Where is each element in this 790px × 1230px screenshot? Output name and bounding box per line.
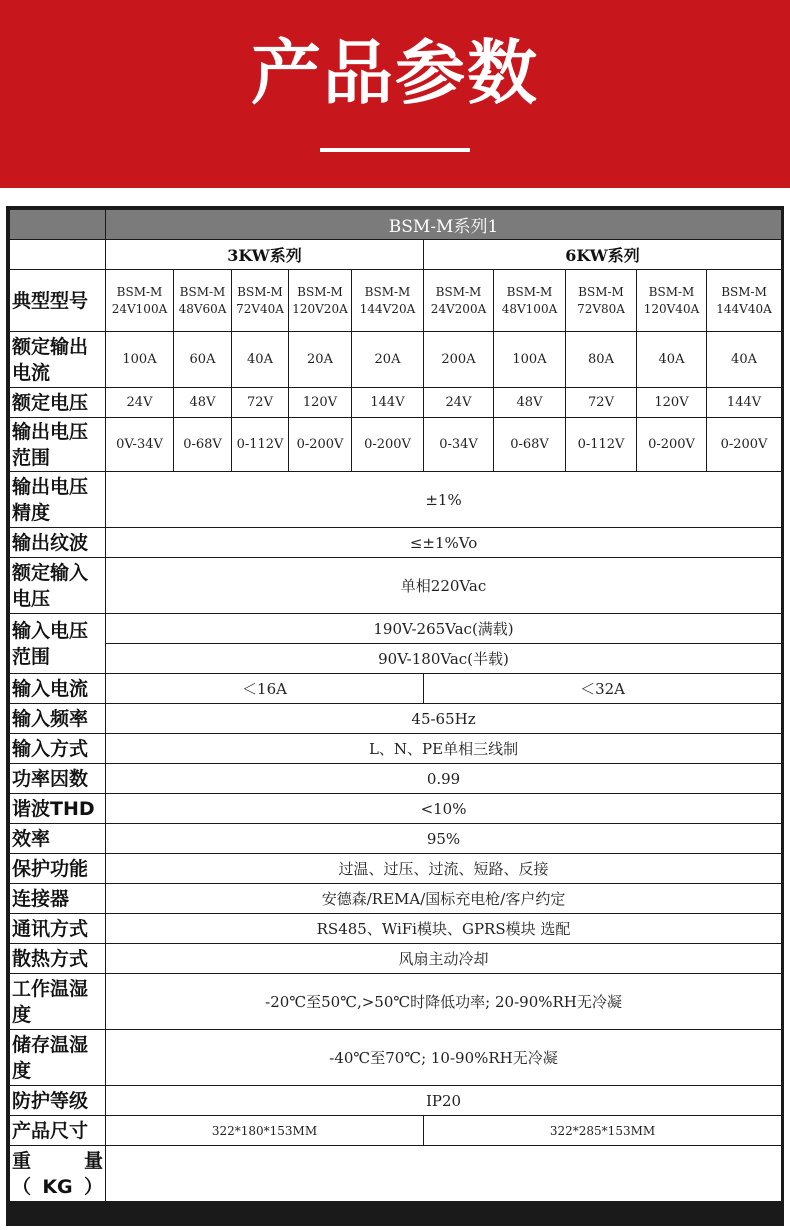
rated-voltage-cell: 24V — [424, 388, 494, 418]
row-label-operating-env: 工作温湿度 — [10, 974, 106, 1030]
row-label-thd: 谐波THD — [10, 794, 106, 824]
input-voltage-value: 单相220Vac — [106, 558, 782, 614]
table-row — [10, 734, 782, 764]
page-title: 产品参数 — [251, 32, 539, 114]
table-row — [10, 674, 782, 704]
rated-current-cell: 20A — [289, 332, 352, 388]
group-6kw: 6KW系列 — [424, 240, 782, 270]
table-row — [10, 210, 782, 240]
rated-voltage-cell: 24V — [106, 388, 174, 418]
input-current-3kw: ＜16A — [106, 674, 424, 704]
input-mode-value: L、N、PE单相三线制 — [106, 734, 782, 764]
table-row — [10, 1030, 782, 1086]
table-row — [10, 644, 782, 674]
row-label-input-current: 输入电流 — [10, 674, 106, 704]
rated-voltage-cell: 48V — [174, 388, 232, 418]
row-label-power-factor: 功率因数 — [10, 764, 106, 794]
table-row — [10, 704, 782, 734]
group-label-cell — [10, 240, 106, 270]
title-underline — [320, 148, 470, 152]
model-cell: BSM-M 48V100A — [494, 270, 566, 332]
output-range-cell: 0-68V — [174, 418, 232, 472]
rated-current-cell: 40A — [707, 332, 782, 388]
row-label-rated-voltage: 额定电压 — [10, 388, 106, 418]
row-label-dimensions: 产品尺寸 — [10, 1116, 106, 1146]
table-row — [10, 974, 782, 1030]
weight-label-line: 重 量 （KG） — [12, 1149, 103, 1198]
frequency-value: 45-65Hz — [106, 704, 782, 734]
output-range-cell: 0-34V — [424, 418, 494, 472]
rated-voltage-cell: 72V — [232, 388, 289, 418]
row-label-connector: 连接器 — [10, 884, 106, 914]
output-range-cell: 0-200V — [352, 418, 424, 472]
rated-current-cell: 40A — [232, 332, 289, 388]
table-row — [10, 884, 782, 914]
row-label-rated-current: 额定输出电流 — [10, 332, 106, 388]
output-range-cell: 0-112V — [232, 418, 289, 472]
table-row — [10, 854, 782, 884]
cooling-value: 风扇主动冷却 — [106, 944, 782, 974]
model-cell: BSM-M 48V60A — [174, 270, 232, 332]
model-cell: BSM-M 120V40A — [637, 270, 707, 332]
group-3kw: 3KW系列 — [106, 240, 424, 270]
output-range-cell: 0-200V — [637, 418, 707, 472]
power-factor-value: 0.99 — [106, 764, 782, 794]
rated-current-cell: 100A — [494, 332, 566, 388]
input-range-full-value: 190V-265Vac(满载) — [106, 614, 782, 644]
ip-rating-value: IP20 — [106, 1086, 782, 1116]
row-label-ripple: 输出纹波 — [10, 528, 106, 558]
model-cell: BSM-M 144V20A — [352, 270, 424, 332]
storage-env-value: -40℃至70℃; 10-90%RH无冷凝 — [106, 1030, 782, 1086]
row-label-ip-rating: 防护等级 — [10, 1086, 106, 1116]
row-label-frequency: 输入频率 — [10, 704, 106, 734]
ripple-value: ≤±1%Vo — [106, 528, 782, 558]
row-label-efficiency: 效率 — [10, 824, 106, 854]
rated-current-cell: 60A — [174, 332, 232, 388]
model-cell: BSM-M 72V80A — [566, 270, 637, 332]
table-row — [10, 1116, 782, 1146]
corner-cell — [10, 210, 106, 240]
row-label-communication: 通讯方式 — [10, 914, 106, 944]
row-label-storage-env: 储存温湿度 — [10, 1030, 106, 1086]
rated-voltage-cell: 72V — [566, 388, 637, 418]
rated-voltage-cell: 120V — [289, 388, 352, 418]
rated-voltage-cell: 144V — [707, 388, 782, 418]
table-row — [10, 944, 782, 974]
input-current-6kw: ＜32A — [424, 674, 782, 704]
efficiency-value: 95% — [106, 824, 782, 854]
protection-value: 过温、过压、过流、短路、反接 — [106, 854, 782, 884]
model-cell: BSM-M 144V40A — [707, 270, 782, 332]
row-label-input-mode: 输入方式 — [10, 734, 106, 764]
dimensions-3kw: 322*180*153MM — [106, 1116, 424, 1146]
row-label-model: 典型型号 — [10, 270, 106, 332]
row-label-weight — [10, 1146, 106, 1202]
output-range-cell: 0V-34V — [106, 418, 174, 472]
table-row — [10, 240, 782, 270]
table-row — [10, 1146, 782, 1202]
table-row — [10, 528, 782, 558]
thd-value: <10% — [106, 794, 782, 824]
accuracy-value: ±1% — [106, 472, 782, 528]
weight-value — [106, 1146, 782, 1202]
operating-env-value: -20℃至50℃,>50℃时降低功率; 20-90%RH无冷凝 — [106, 974, 782, 1030]
rated-current-cell: 40A — [637, 332, 707, 388]
spec-table — [9, 209, 782, 1202]
rated-voltage-cell: 120V — [637, 388, 707, 418]
table-row — [10, 418, 782, 472]
table-row — [10, 764, 782, 794]
input-range-half-value: 90V-180Vac(半载) — [106, 644, 782, 674]
connector-value: 安德森/REMA/国标充电枪/客户约定 — [106, 884, 782, 914]
row-label-input-voltage: 额定输入电压 — [10, 558, 106, 614]
model-cell: BSM-M 24V200A — [424, 270, 494, 332]
table-row — [10, 558, 782, 614]
rated-current-cell: 100A — [106, 332, 174, 388]
table-row — [10, 270, 782, 332]
model-cell: BSM-M 24V100A — [106, 270, 174, 332]
table-row — [10, 332, 782, 388]
table-row — [10, 1086, 782, 1116]
communication-value: RS485、WiFi模块、GPRS模块 选配 — [106, 914, 782, 944]
table-row — [10, 388, 782, 418]
row-label-protection: 保护功能 — [10, 854, 106, 884]
row-label-cooling: 散热方式 — [10, 944, 106, 974]
output-range-cell: 0-200V — [289, 418, 352, 472]
model-cell: BSM-M 120V20A — [289, 270, 352, 332]
rated-current-cell: 80A — [566, 332, 637, 388]
rated-voltage-cell: 144V — [352, 388, 424, 418]
rated-voltage-cell: 48V — [494, 388, 566, 418]
model-cell: BSM-M 72V40A — [232, 270, 289, 332]
table-row — [10, 794, 782, 824]
row-label-input-range: 输入电压范围 — [10, 614, 106, 674]
rated-current-cell: 20A — [352, 332, 424, 388]
table-row — [10, 472, 782, 528]
output-range-cell: 0-68V — [494, 418, 566, 472]
table-row — [10, 824, 782, 854]
table-row — [10, 914, 782, 944]
output-range-cell: 0-112V — [566, 418, 637, 472]
series-title: BSM-M系列1 — [106, 210, 782, 240]
output-range-cell: 0-200V — [707, 418, 782, 472]
table-row — [10, 614, 782, 644]
rated-current-cell: 200A — [424, 332, 494, 388]
dimensions-6kw: 322*285*153MM — [424, 1116, 782, 1146]
row-label-accuracy: 输出电压精度 — [10, 472, 106, 528]
header-banner — [0, 0, 790, 188]
row-label-output-range: 输出电压范围 — [10, 418, 106, 472]
